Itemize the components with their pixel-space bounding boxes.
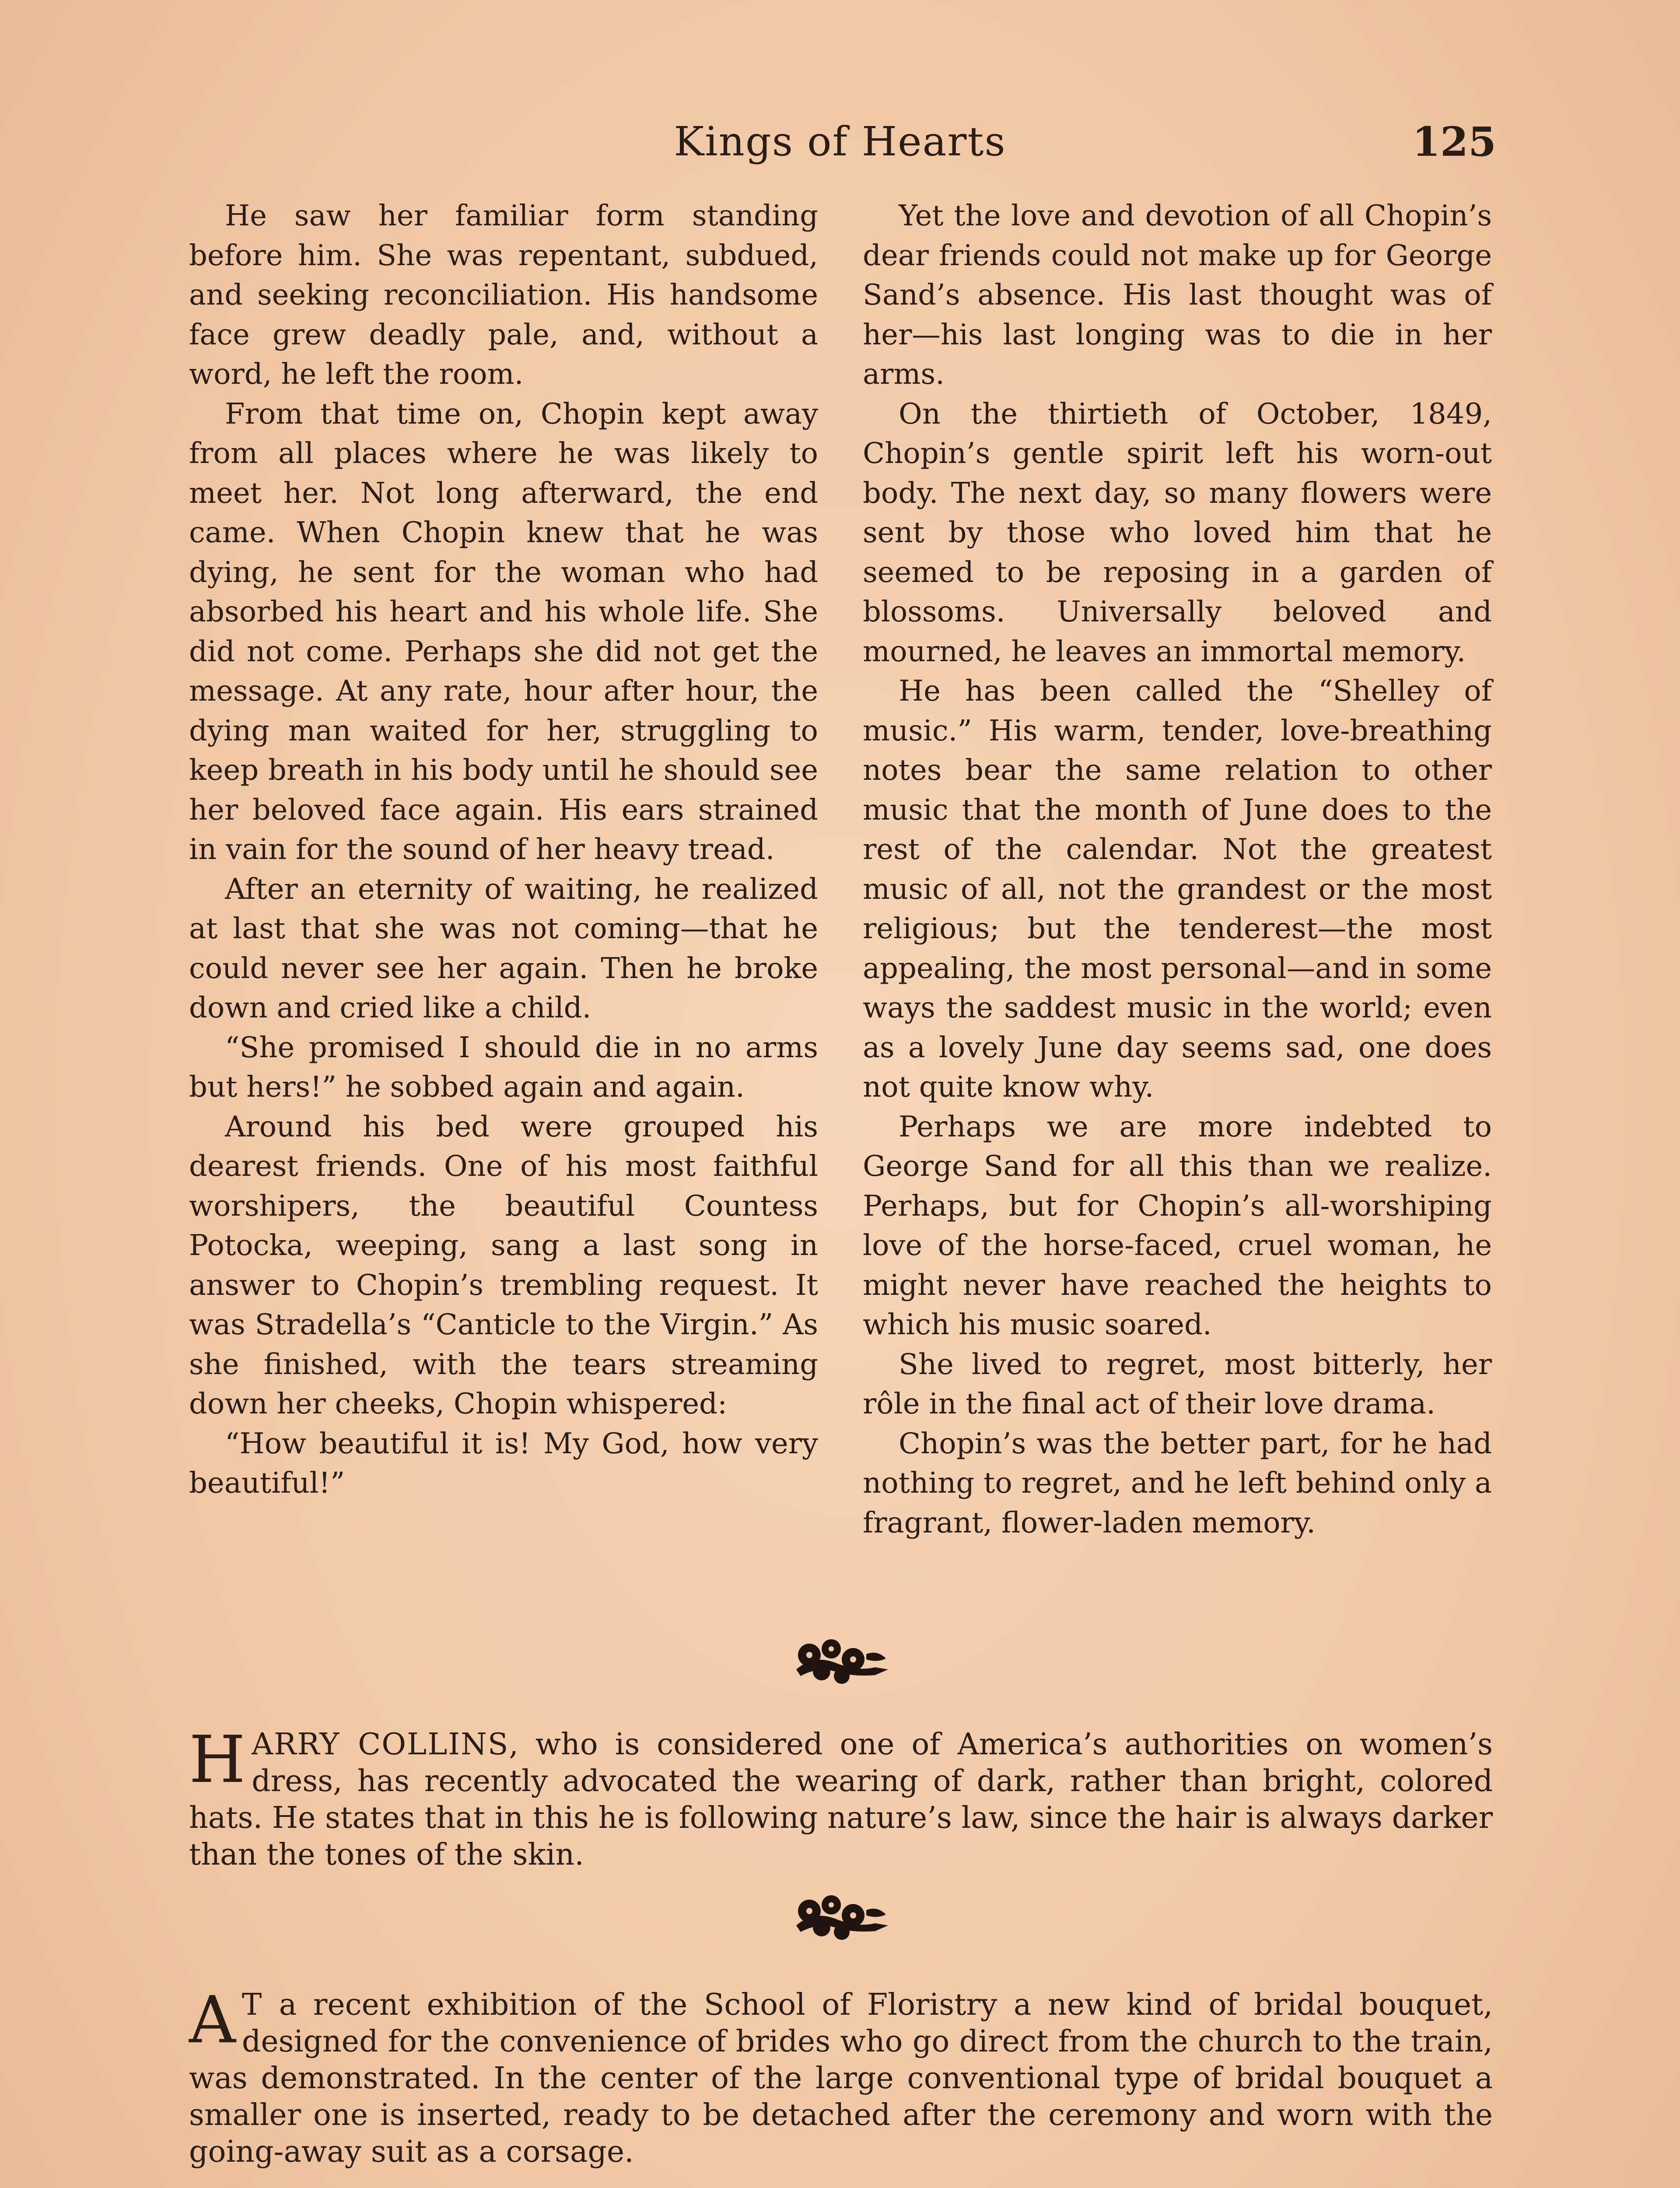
paragraph: Yet the love and devotion of all Chopin’s dear friends could not make up for George Sand’s absence. His last thought was of her—his last longing was to die in her arms. [863, 199, 1492, 391]
item-text: a recent exhibition of the School of Floristry a new kind of bridal bouquet, designed for the convenience of brides who go direct from the church to the train, was demonstrated. In the center of the large conventional type of bridal bouquet a smaller one is inserted, ready to be detached after the ceremony and worn with the going-away suit as a corsage. [189, 1988, 1493, 2169]
item-text: , who is considered one of America’s authorities on women’s dress, has recently advocated the wearing of dark, rather than bright, colored hats. He states that in this he is following nature’s law, since the hair is always darker than the tones of the skin. [189, 1727, 1493, 1872]
paragraph: She lived to regret, most bitterly, her rôle in the final act of their love drama. [863, 1347, 1492, 1420]
paragraph: After an eternity of waiting, he realized at last that she was not coming—that he could never see her again. Then he broke down and cried like a child. [189, 872, 818, 1024]
item-lead: T [242, 1988, 263, 2022]
item-lead: ARRY COLLINS [252, 1727, 509, 1762]
floral-ornament-icon [788, 1628, 892, 1694]
paragraph: From that time on, Chopin kept away from all places where he was likely to meet her. Not long afterward, the end came. When Chopin knew that he was dying, he sent for the woman who had absorbed his heart and his whole life. She did not come. Perhaps she did not get the message. At any rate, hour after hour, the dying man waited for her, struggling to keep breath in his body until he should see her beloved face again. His ears strained in vain for the sound of her heavy tread. [189, 397, 818, 866]
article-columns [189, 196, 1493, 1614]
right-column [863, 196, 1492, 1543]
paragraph: He saw her familiar form standing before him. She was repentant, subdued, and seeking reconciliation. His handsome face grew deadly pale, and, without a word, he left the room. [189, 199, 818, 391]
paragraph: Around his bed were grouped his dearest friends. One of his most faithful worshipers, the beautiful Countess Potocka, weeping, sang a last song in answer to Chopin’s trembling request. It was Stradella’s “Canticle to the Virgin.” As she finished, with the tears streaming down her cheeks, Chopin whispered: [189, 1110, 818, 1420]
paragraph: “She promised I should die in no arms but hers!” he sobbed again and again. [189, 1031, 818, 1104]
news-item-school-of-floristry [189, 1982, 1493, 2170]
news-item-harry-collins [189, 1722, 1493, 1873]
paragraph: Chopin’s was the better part, for he had nothing to regret, and he left behind only a fragrant, flower-laden memory. [863, 1427, 1492, 1539]
drop-cap: A [189, 1982, 236, 2058]
page-number: 125 [1412, 118, 1496, 165]
left-column [189, 196, 818, 1503]
paragraph: On the thirtieth of October, 1849, Chopin’s gentle spirit left his worn-out body. The next day, so many flowers were sent by those who loved him that he seemed to be reposing in a garden of blossoms. Universally beloved and mourned, he leaves an immortal memory. [863, 397, 1492, 668]
paragraph: “How beautiful it is! My God, how very beautiful!” [189, 1427, 818, 1500]
running-title: Kings of Hearts [674, 118, 1006, 165]
drop-cap: H [189, 1722, 246, 1797]
page-header [184, 118, 1496, 171]
floral-ornament-icon [788, 1884, 892, 1950]
paragraph: Perhaps we are more indebted to George Sand for all this than we realize. Perhaps, but for Chopin’s all-worshiping love of the horse-faced, cruel woman, he might never have reached the heights to which his music soared. [863, 1110, 1492, 1341]
paragraph: He has been called the “Shelley of music.” His warm, tender, love-breathing notes bear the same relation to other music that the month of June does to the rest of the calendar. Not the greatest music of all, not the grandest or the most religious; but the tenderest—the most appealing, the most personal—and in some ways the saddest music in the world; even as a lovely June day seems sad, one does not quite know why. [863, 674, 1492, 1104]
